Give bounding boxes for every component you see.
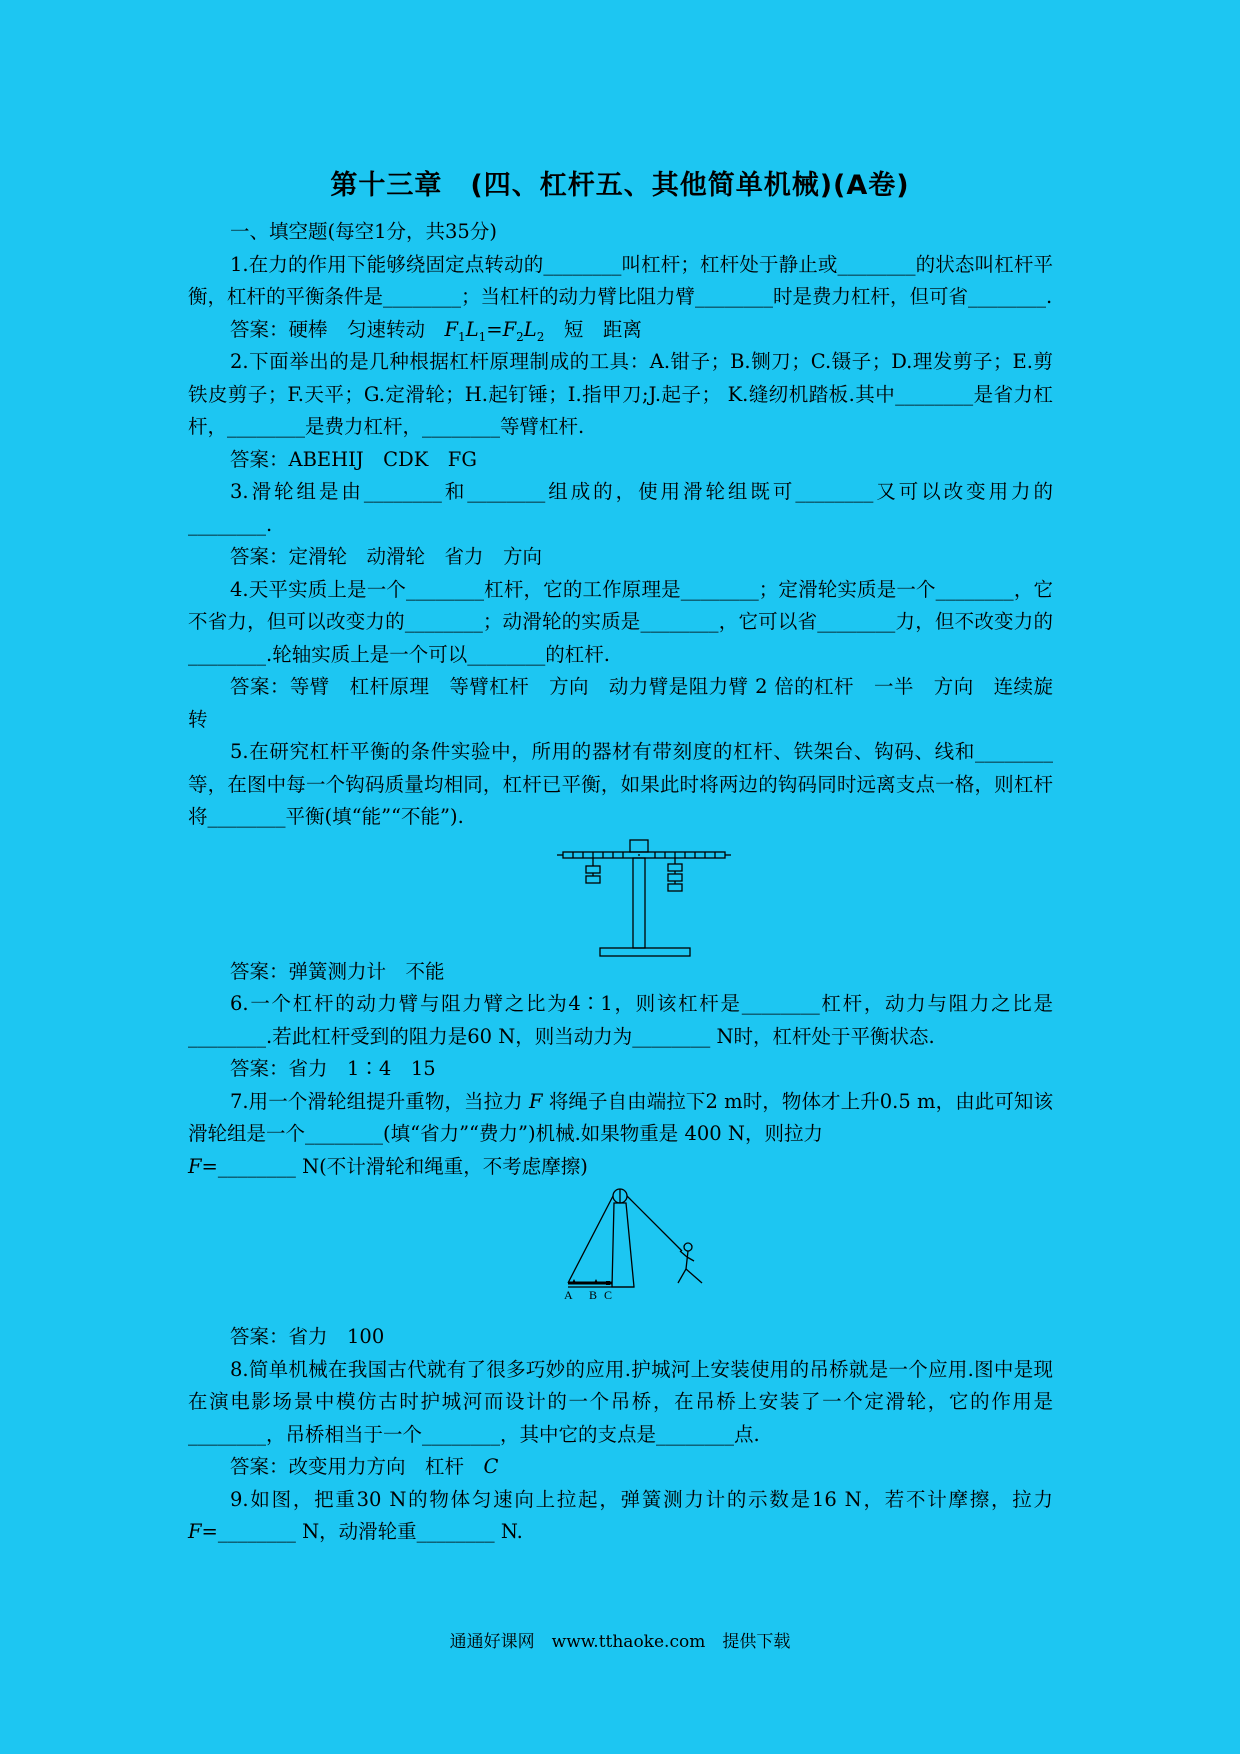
formula-sub: 2 bbox=[536, 329, 545, 344]
formula-sub: 1 bbox=[458, 329, 466, 344]
answer-3: 答案：定滑轮 动滑轮 省力 方向 bbox=[230, 545, 543, 568]
force-symbol: F bbox=[188, 1154, 202, 1178]
formula-f: F bbox=[444, 317, 459, 341]
answer-7: 答案：省力 100 bbox=[230, 1325, 385, 1348]
question-9-part: =________ N，动滑轮重________ N. bbox=[201, 1520, 523, 1543]
question-8: 8.简单机械在我国古代就有了很多巧妙的应用.护城河上安装使用的吊桥就是一个应用.图中是现在演电影场景中模仿古时护城河而设计的一个吊桥，在吊桥上安装了一个定滑轮，它的作用是________，吊桥相当于一个________，其中它的支点是________点. bbox=[188, 1357, 1053, 1446]
right-weight bbox=[668, 864, 682, 871]
answer-8 bbox=[188, 1451, 1053, 1484]
question-7-part: 7.用一个滑轮组提升重物，当拉力 bbox=[230, 1089, 530, 1113]
footer-credit: 通通好课网 www.tthaoke.com 提供下载 bbox=[449, 1632, 791, 1652]
question-7-part: 将绳子自由端拉下2 m时，物体才上升0.5 m，由此可知该滑轮组是一个________(填“省力”“费力”)机械.如果物重是 400 N，则拉力 bbox=[188, 1089, 1053, 1145]
question-9-part: 9.如图，把重30 N的物体匀速向上拉起，弹簧测力计的示数是16 N，若不计摩擦，拉力 bbox=[230, 1487, 1053, 1511]
drawbridge-figure bbox=[188, 1183, 1053, 1321]
question-6: 6.一个杠杆的动力臂与阻力臂之比为4∶1，则该杠杆是________杠杆，动力与阻力之比是________.若此杠杆受到的阻力是60 N，则当动力为________ N时，杠杆处于平衡状态. bbox=[188, 992, 1053, 1048]
pivot-letter: C bbox=[483, 1455, 499, 1478]
answer-1 bbox=[188, 314, 1053, 347]
force-symbol: F bbox=[188, 1520, 202, 1543]
label-a: A bbox=[564, 1288, 573, 1302]
formula-eq: =F bbox=[486, 317, 517, 341]
answer-1-text: 答案：硬棒 匀速转动 bbox=[230, 317, 445, 341]
force-symbol: F bbox=[529, 1089, 543, 1113]
section-heading: 一、填空题(每空1分，共35分) bbox=[230, 220, 497, 243]
drawbridge-diagram bbox=[564, 1187, 734, 1305]
lever-ticks bbox=[573, 852, 715, 858]
question-3: 3.滑轮组是由________和________组成的，使用滑轮组既可________又可以改变用力的________. bbox=[188, 480, 1053, 536]
formula-l: L bbox=[465, 317, 479, 341]
answer-1-tail: 短 距离 bbox=[544, 317, 642, 341]
question-9 bbox=[188, 1484, 1053, 1549]
answer-8-text: 答案：改变用力方向 杠杆 bbox=[230, 1455, 484, 1478]
stand-base bbox=[600, 948, 690, 956]
left-weight bbox=[586, 866, 600, 873]
stand-pole bbox=[633, 858, 645, 948]
question-7 bbox=[188, 1086, 1053, 1184]
left-weight bbox=[586, 876, 600, 883]
man-head bbox=[684, 1243, 692, 1251]
page-title: 第十三章 (四、杠杆五、其他简单机械)(A卷) bbox=[330, 170, 910, 201]
right-weight bbox=[668, 874, 682, 881]
tower bbox=[612, 1203, 634, 1287]
answer-2: 答案：ABEHIJ CDK FG bbox=[230, 447, 477, 471]
question-1: 1.在力的作用下能够绕固定点转动的________叫杠杆；杠杆处于静止或________的状态叫杠杆平衡，杠杆的平衡条件是________；当杠杆的动力臂比阻力臂________时是费力杠杆，但可省________. bbox=[188, 252, 1053, 308]
answer-5: 答案：弹簧测力计 不能 bbox=[230, 959, 445, 983]
document-body bbox=[188, 216, 1053, 1549]
lever-diagram bbox=[555, 838, 735, 958]
question-5: 5.在研究杠杆平衡的条件实验中，所用的器材有带刻度的杠杆、铁架台、钩码、线和________等，在图中每一个钩码质量均相同，杠杆已平衡，如果此时将两边的钩码同时远离支点一格，则杠杆将________平衡(填“能”“不能”). bbox=[188, 740, 1053, 828]
label-c: C bbox=[604, 1288, 613, 1302]
pivot-block bbox=[630, 840, 648, 852]
label-b: B bbox=[589, 1288, 598, 1302]
question-7-part: =________ N(不计滑轮和绳重，不考虑摩擦) bbox=[201, 1154, 588, 1178]
formula-l: L bbox=[523, 317, 537, 341]
formula-sub: 1 bbox=[478, 329, 487, 344]
question-2: 2.下面举出的是几种根据杠杆原理制成的工具：A.钳子；B.铡刀；C.镊子；D.理发剪子；E.剪铁皮剪子；F.天平；G.定滑轮；H.起钉锤；I.指甲刀;J.起子； K.缝纫机踏板.其中________是省力杠杆，________是费力杠杆，________等臂杠杆. bbox=[188, 350, 1053, 438]
formula-sub: 2 bbox=[516, 329, 524, 344]
lever-figure bbox=[188, 834, 1053, 956]
question-4: 4.天平实质上是一个________杠杆，它的工作原理是________；定滑轮实质是一个________，它不省力，但可以改变力的________；动滑轮的实质是________，它可以省________力，但不改变力的________.轮轴实质上是一个可以________的杠杆. bbox=[188, 577, 1053, 666]
answer-6: 答案：省力 1∶4 15 bbox=[230, 1057, 436, 1080]
rope bbox=[568, 1196, 613, 1283]
lever-bar bbox=[563, 852, 725, 858]
right-weight bbox=[668, 884, 682, 891]
answer-4: 答案：等臂 杠杆原理 等臂杠杆 方向 动力臂是阻力臂 2 倍的杠杆 一半 方向 连续旋转 bbox=[188, 675, 1053, 731]
rope-to-man bbox=[627, 1196, 682, 1251]
